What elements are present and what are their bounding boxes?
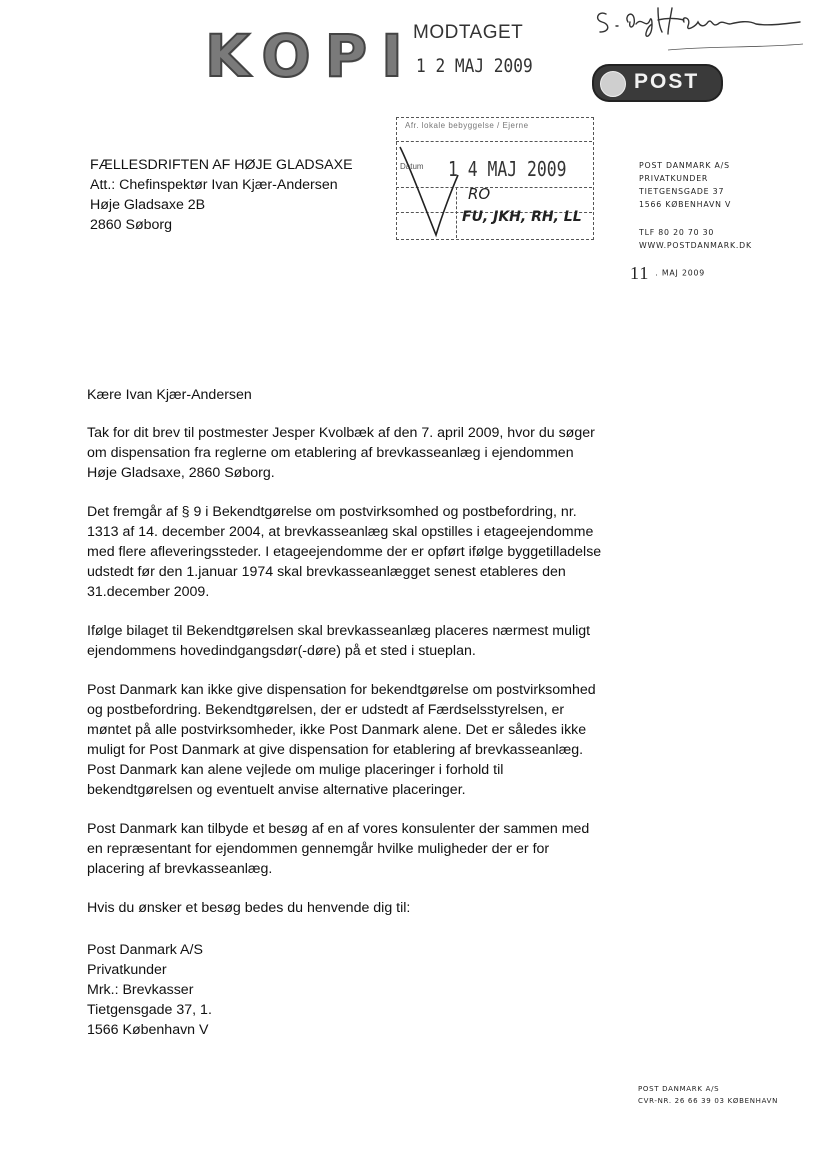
contact-address-line: Mrk.: Brevkasser: [87, 982, 194, 998]
sender-phone: TLF 80 20 70 30: [639, 228, 715, 237]
letter-body: [87, 385, 607, 1040]
routing-stamp-datum: Datum: [400, 162, 424, 171]
sender-line: 1566 KØBENHAVN V: [639, 200, 732, 209]
routing-initials-1: RO: [468, 185, 491, 203]
paragraph: Post Danmark kan ikke give dispensation for bekendtgørelse om postvirksomhed og postbefordring. Bekendtgørelsen, der er udstedt af Færdselsstyrelsen, er møntet på alle postvirksomheder, ikke Post Danmark alene. Det er således ikke muligt for Post Danmark at give dispensation for etablering af brevkasseanlæg. Post Danmark kan alene vejlede om mulige placeringer i forhold til bekendtgørelsen og eventuelt anvise alternative placeringer.: [87, 682, 596, 798]
sender-line: TIETGENSGADE 37: [639, 187, 725, 196]
sender-line: POST DANMARK A/S: [639, 161, 730, 170]
received-stamp-date: 1 2 MAJ 2009: [416, 55, 533, 77]
footer-cvr: CVR-NR. 26 66 39 03 KØBENHAVN: [638, 1097, 779, 1105]
letter-date-day: 11: [630, 263, 650, 283]
letter-date-rest: . MAJ 2009: [655, 268, 705, 278]
sender-line: PRIVATKUNDER: [639, 174, 709, 183]
routing-stamp-date: 1 4 MAJ 2009: [448, 157, 567, 181]
sender-website: WWW.POSTDANMARK.DK: [639, 241, 752, 250]
recipient-line: Att.: Chefinspektør Ivan Kjær-Andersen: [90, 177, 338, 193]
letter-date: [630, 263, 705, 284]
post-danmark-logo: [592, 64, 723, 102]
paragraph: Post Danmark kan tilbyde et besøg af en af vores konsulenter der sammen med en repræsentant for ejendommen gennemgår hvilke muligheder der er for placering af brevkasseanlæg.: [87, 821, 590, 877]
contact-address-line: Post Danmark A/S: [87, 942, 203, 958]
logo-wordmark: POST: [634, 70, 700, 93]
recipient-line: 2860 Søborg: [90, 217, 173, 233]
post-horn-icon: [600, 71, 626, 97]
paragraph: Det fremgår af § 9 i Bekendtgørelse om postvirksomhed og postbefordring, nr. 1313 af 14. december 2004, at brevkasseanlæg skal opstilles i etageejendomme med flere afleveringssteder. I etageejendomme der er opført ifølge byggetilladelse udstedt før den 1.januar 1974 skal brevkasseanlægget senest etableres den 31.december 2009.: [87, 504, 602, 600]
footer: [638, 1083, 778, 1107]
recipient-line: FÆLLESDRIFTEN AF HØJE GLADSAXE: [90, 157, 353, 173]
paragraph: Tak for dit brev til postmester Jesper Kvolbæk af den 7. april 2009, hvor du søger om dispensation fra reglerne om etablering af brevkasseanlæg i ejendommen Høje Gladsaxe, 2860 Søborg.: [87, 425, 595, 481]
paragraph: Ifølge bilaget til Bekendtgørelsen skal brevkasseanlæg placeres nærmest muligt ejendommens hovedindgangsdør(-døre) på et sted i stueplan.: [87, 623, 591, 659]
contact-address: [87, 940, 607, 1040]
routing-stamp: [396, 117, 594, 240]
received-stamp-label: MODTAGET: [413, 22, 524, 43]
contact-address-line: Privatkunder: [87, 962, 167, 978]
recipient-line: Høje Gladsaxe 2B: [90, 197, 206, 213]
routing-stamp-header: Afr. lokale bebyggelse / Ejerne: [405, 121, 529, 130]
routing-handwriting: [396, 117, 594, 240]
sender-address: [639, 159, 731, 211]
recipient-address: [90, 155, 353, 235]
paragraph: Hvis du ønsker et besøg bedes du henvende dig til:: [87, 900, 411, 916]
contact-address-line: 1566 København V: [87, 1022, 209, 1038]
kopi-stamp: KOPI: [205, 22, 417, 90]
handwritten-signature: [588, 2, 813, 62]
sender-contact: [639, 226, 752, 252]
salutation: Kære Ivan Kjær-Andersen: [87, 387, 252, 403]
routing-initials-2: FU, JKH, RH, LL: [462, 209, 582, 225]
footer-company: POST DANMARK A/S: [638, 1085, 720, 1093]
contact-address-line: Tietgensgade 37, 1.: [87, 1002, 212, 1018]
